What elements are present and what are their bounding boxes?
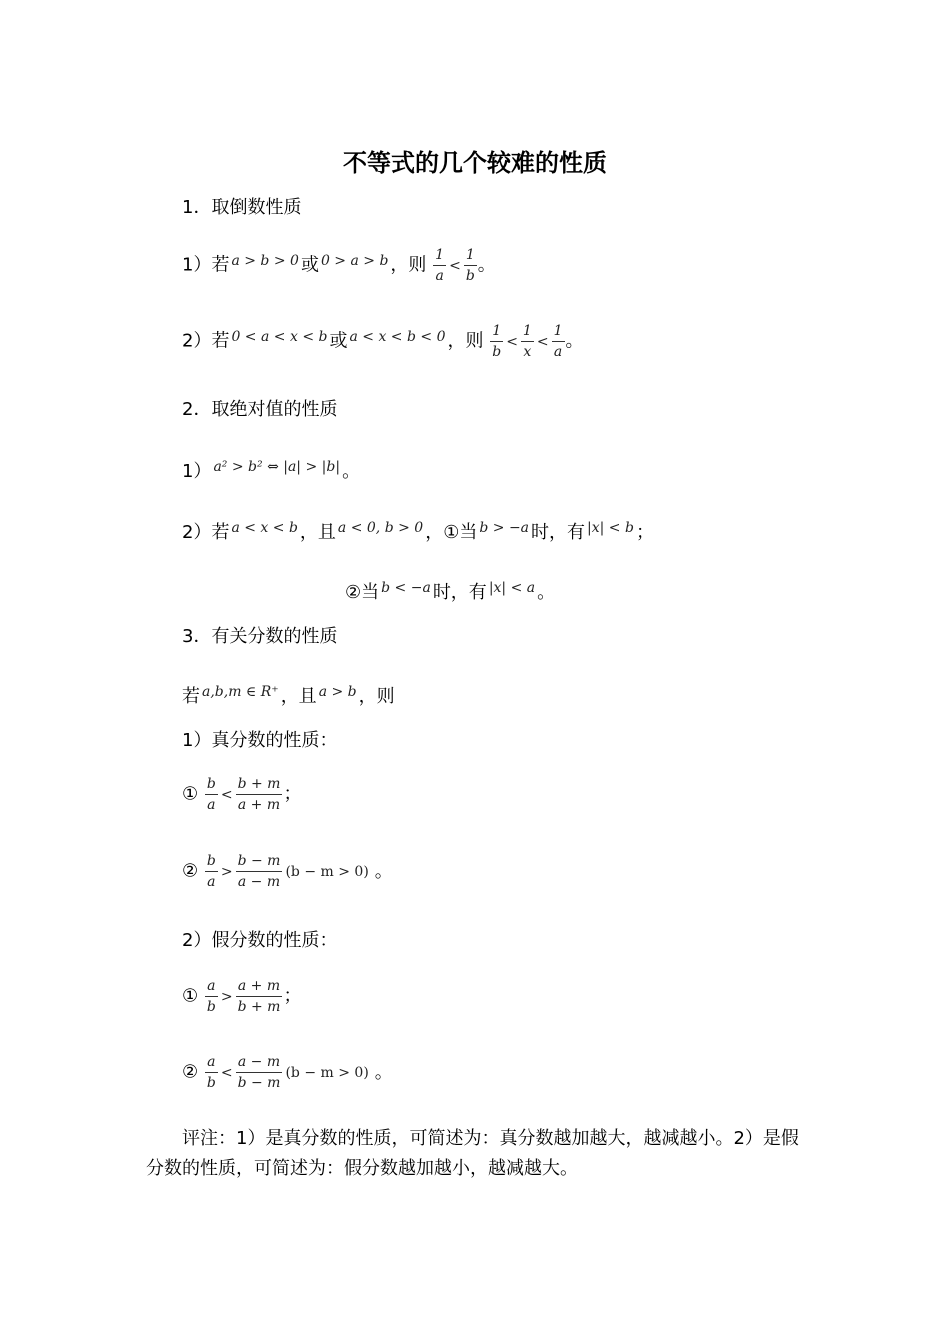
fraction: $\frac{b + m}{a + m}$ (237, 776, 281, 813)
math-expr: (b − m > 0) (285, 863, 369, 880)
relation: > (220, 863, 233, 880)
section-1-heading: 1．取倒数性质 (182, 197, 302, 218)
text: ，①当 (425, 522, 478, 543)
reciprocal-property-2 (182, 322, 584, 361)
math-expr: (b − m > 0) (285, 1064, 369, 1081)
text: 。 (374, 1061, 393, 1083)
text: 。 (374, 860, 393, 882)
text: ，且 (280, 686, 317, 707)
text: ，则 (390, 254, 427, 276)
text: ②当 (345, 582, 380, 603)
text: 1）若 (182, 254, 230, 276)
math-expr: 0 > a > b (320, 252, 389, 269)
math-expr: b < −a (381, 580, 431, 596)
text: ，则 (447, 330, 484, 352)
relation: < (536, 333, 549, 350)
page-title: 不等式的几个较难的性质 (343, 149, 607, 177)
fraction: $\frac{1}{a}$ (435, 247, 445, 284)
math-expr: a > b (318, 684, 357, 700)
fraction: $\frac{b}{a}$ (206, 776, 216, 813)
fraction: $\frac{a}{b}$ (206, 978, 216, 1015)
text: ； (635, 522, 654, 543)
math-expr: a² > b² ⇔ |a| > |b| (213, 459, 341, 475)
math-expr: a < x < b (231, 520, 298, 536)
text: ② (182, 1061, 199, 1083)
relation: < (449, 257, 461, 274)
text: 2）若 (182, 330, 230, 352)
reciprocal-property-1 (182, 246, 496, 285)
improper-fraction-2 (182, 1053, 393, 1092)
proper-fraction-1 (182, 775, 301, 814)
fraction: $\frac{1}{x}$ (522, 323, 532, 360)
text: 1） (182, 461, 212, 482)
text: 或 (300, 254, 319, 276)
text: 或 (329, 330, 348, 352)
fraction: $\frac{1}{a}$ (553, 323, 563, 360)
fraction: $\frac{b - m}{a - m}$ (237, 853, 281, 890)
fraction-condition (182, 680, 395, 709)
fraction: $\frac{a + m}{b + m}$ (237, 978, 281, 1015)
abs-property-2 (182, 516, 654, 545)
abs-property-3 (345, 576, 555, 605)
text: ，则 (358, 686, 395, 707)
relation: > (220, 988, 233, 1005)
proper-fraction-2 (182, 852, 393, 891)
relation: < (506, 333, 518, 350)
math-expr: |x| < b (587, 520, 634, 536)
fraction: $\frac{1}{b}$ (492, 323, 502, 360)
math-expr: a > b > 0 (231, 252, 299, 269)
text: ② (182, 860, 199, 882)
text: ① (182, 985, 199, 1007)
section-2-heading: 2．取绝对值的性质 (182, 399, 338, 420)
proper-fraction-heading: 1）真分数的性质： (182, 730, 338, 751)
section-3-heading: 3．有关分数的性质 (182, 626, 338, 647)
text: ，且 (299, 522, 336, 543)
math-expr: 0 < a < x < b (231, 328, 328, 345)
text: 。 (565, 330, 584, 352)
relation: < (220, 786, 233, 803)
math-expr: a,b,m ∈ R⁺ (202, 684, 279, 700)
fraction: $\frac{1}{b}$ (465, 247, 475, 284)
fraction: $\frac{a}{b}$ (206, 1054, 216, 1091)
improper-fraction-heading: 2）假分数的性质： (182, 930, 338, 951)
text: 时，有 (432, 582, 487, 603)
text: 。 (537, 582, 556, 603)
text: ； (283, 985, 302, 1007)
text: 2）若 (182, 522, 230, 543)
relation: < (220, 1064, 233, 1081)
math-expr: b > −a (479, 520, 530, 536)
text: 若 (182, 686, 200, 707)
text: 。 (477, 254, 496, 276)
comment-paragraph: 评注：1）是真分数的性质，可简述为：真分数越加越大，越减越小。2）是假分数的性质，可简述为：假分数越加越小，越减越大。 (146, 1128, 799, 1179)
text: 时，有 (531, 522, 586, 543)
text: ； (283, 783, 302, 805)
fraction: $\frac{b}{a}$ (206, 853, 216, 890)
improper-fraction-1 (182, 977, 301, 1016)
abs-property-1 (182, 455, 360, 484)
text: ① (182, 783, 199, 805)
fraction: $\frac{a - m}{b - m}$ (237, 1054, 281, 1091)
math-expr: a < x < b < 0 (349, 328, 446, 345)
math-expr: a < 0, b > 0 (337, 520, 424, 536)
math-expr: |x| < a (488, 580, 536, 596)
text: 。 (342, 461, 361, 482)
